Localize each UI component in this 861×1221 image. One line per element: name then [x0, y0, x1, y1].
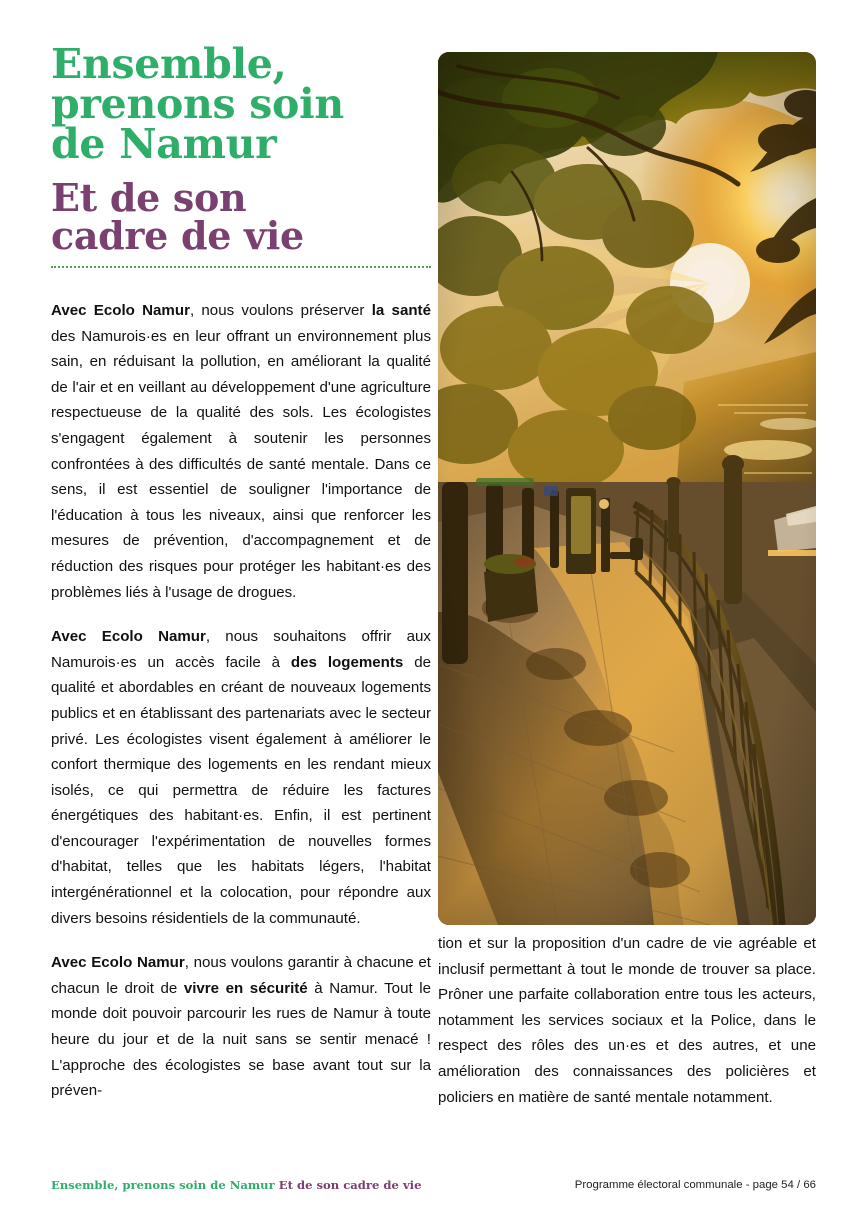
footer-page-reference: Programme électoral communale - page 54 / 66	[574, 1179, 816, 1191]
page-title-green-line-3: de Namur	[51, 120, 277, 169]
page-title	[51, 40, 431, 258]
body-column-left	[51, 298, 431, 1104]
hero-photo	[438, 52, 816, 925]
paragraph-securite-text-2: à Namur. Tout le monde doit pouvoir parcourir les rues de Namur à toute heure du jour et de la nuit sans se sentir menacé ! L'approche des écologistes se base avant tout sur la préven-	[51, 979, 431, 1100]
paragraph-sante-highlight: la santé	[371, 302, 431, 319]
paragraph-securite	[51, 950, 431, 1104]
page-title-green	[51, 40, 431, 169]
paragraph-logements	[51, 624, 431, 931]
paragraph-logements-lead: Avec Ecolo Namur	[51, 628, 206, 646]
page-title-green-line-2: prenons soin	[51, 80, 344, 129]
paragraph-sante-text-2: des Namurois·es en leur offrant un environnement plus sain, en réduisant la pollution, en améliorant la qualité de l'air et en veillant au développement d'une agriculture respectueuse de la qualité des sols. Les écologistes s'engagent également à soutenir les personnes confrontées à des difficultés de santé mentale. Dans ce sens, il est essentiel de souligner l'importance de l'éducation à tous les niveaux, ainsi que renforcer les mesures de prévention, d'accompagnement et de réduction des risques pour protéger les habitant·es des problèmes liés à l'usage de drogues.	[51, 327, 431, 601]
paragraph-logements-text-1: , nous souhaitons offrir aux Namurois·es un accès facile à	[51, 628, 431, 671]
footer-title-purple: Et de son cadre de vie	[274, 1178, 422, 1192]
paragraph-sante	[51, 298, 431, 605]
page-subtitle-purple-line-2: cadre de vie	[51, 212, 304, 258]
hero-photo-image	[438, 52, 816, 925]
footer-section-title	[51, 1178, 421, 1192]
page-subtitle-purple	[51, 174, 431, 258]
paragraph-sante-text-1: , nous voulons préserver	[189, 302, 372, 319]
paragraph-logements-text-2: de qualité et abordables en créant de nouveaux logements publics et en établissant des partenariats avec le secteur privé. Les écologistes visent également à améliorer le confort thermique des logements en les rendant mieux isolés, ce qui permettra de réduire les factures énergétiques des habitant·es. Enfin, il est pertinent d'encourager l'expérimentation de nouvelles formes d'habitat, telles que les habitats légers, l'habitat intergénérationnel et la colocation, pour répondre aux divers besoins résidentiels de la communauté.	[51, 653, 432, 927]
dotted-divider	[51, 266, 431, 268]
body-column-right	[438, 931, 816, 1110]
paragraph-logements-highlight: des logements	[290, 653, 404, 671]
footer-title-green: Ensemble, prenons soin de Namur	[51, 1178, 275, 1192]
page-footer	[0, 1178, 861, 1198]
paragraph-securite-lead: Avec Ecolo Namur	[51, 954, 185, 972]
paragraph-securite-continuation: tion et sur la proposition d'un cadre de vie agréable et inclusif permettant à tout le monde de trouver sa place. Prôner une parfaite collaboration entre tous les acteurs, notamment les services sociaux et la Police, dans le respect des rôles des un·es et des autres, et une amélioration des connaissances des policières et policiers en matière de santé mentale notamment.	[438, 935, 816, 1106]
paragraph-sante-lead: Avec Ecolo Namur	[51, 302, 190, 319]
paragraph-securite-text-1: , nous voulons garantir à chacune et chacun le droit de	[51, 954, 431, 997]
page-subtitle-purple-line-1: Et de son	[51, 174, 247, 220]
paragraph-securite-highlight: vivre en sécurité	[183, 979, 308, 997]
page-title-green-line-1: Ensemble,	[51, 40, 287, 88]
